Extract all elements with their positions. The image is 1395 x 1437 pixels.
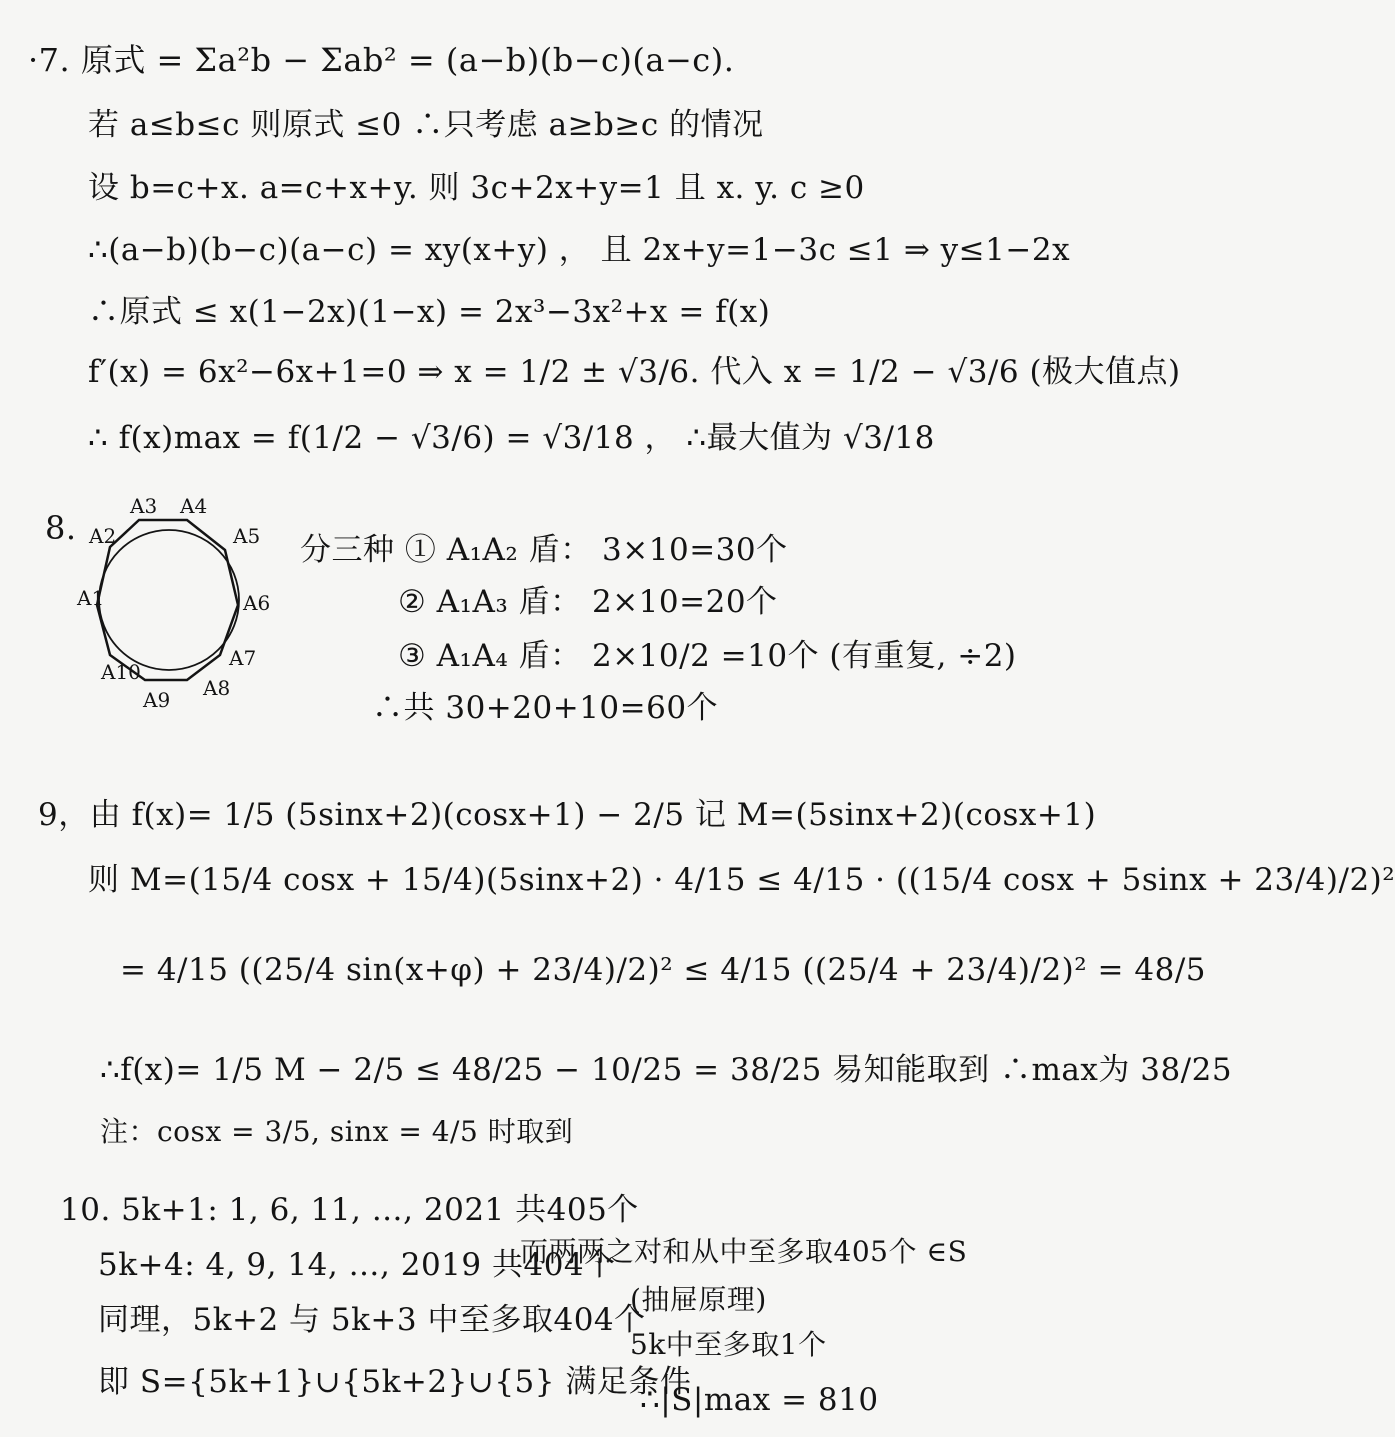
p10-side-4: ∴|S|max = 810 bbox=[640, 1382, 879, 1418]
p7-line-2: 若 a≤b≤c 则原式 ≤0 ∴只考虑 a≥b≥c 的情况 bbox=[88, 107, 764, 143]
p7-line-6: f′(x) = 6x²−6x+1=0 ⇒ x = 1/2 ± √3/6. 代入 x = 1/2 − √3/6 (极大值点) bbox=[88, 354, 1181, 390]
p7-line-5: ∴原式 ≤ x(1−2x)(1−x) = 2x³−3x²+x = f(x) bbox=[88, 294, 771, 330]
inner-circle bbox=[99, 530, 239, 670]
p10-line-1: 10. 5k+1: 1, 6, 11, …, 2021 共405个 bbox=[60, 1192, 639, 1228]
p9-line-2: 则 M=(15/4 cosx + 15/4)(5sinx+2) · 4/15 ≤ 4/15 · ((15/4 cosx + 5sinx + 23/4)/2)² bbox=[88, 862, 1395, 898]
label-a10: A10 bbox=[101, 660, 141, 684]
label-a2: A2 bbox=[89, 524, 117, 548]
p8-number: 8. bbox=[45, 509, 77, 547]
p8-total: ∴共 30+20+10=60个 bbox=[372, 690, 719, 726]
decagon-outline bbox=[97, 520, 238, 680]
p10-side-2: (抽屉原理) bbox=[630, 1283, 767, 1316]
label-a3: A3 bbox=[130, 494, 158, 518]
p7-line-1: ·7. 原式 = Σa²b − Σab² = (a−b)(b−c)(a−c). bbox=[28, 41, 735, 79]
p10-side-1: 而两两之对和从中至多取405个 ∈S bbox=[520, 1235, 968, 1268]
label-a7: A7 bbox=[229, 646, 257, 670]
p9-line-4: ∴f(x)= 1/5 M − 2/5 ≤ 48/25 − 10/25 = 38/25 易知能取到 ∴max为 38/25 bbox=[100, 1052, 1233, 1088]
p10-line-2: 5k+4: 4, 9, 14, …, 2019 共404个 bbox=[98, 1247, 616, 1283]
p10-side-3: 5k中至多取1个 bbox=[630, 1328, 827, 1361]
p7-line-3: 设 b=c+x. a=c+x+y. 则 3c+2x+y=1 且 x. y. c ≥0 bbox=[88, 170, 865, 206]
p10-line-3: 同理，5k+2 与 5k+3 中至多取404个 bbox=[98, 1302, 646, 1338]
decagon-diagram bbox=[75, 495, 275, 715]
p9-line-3: = 4/15 ((25/4 sin(x+φ) + 23/4)/2)² ≤ 4/15 ((25/4 + 23/4)/2)² = 48/5 bbox=[120, 952, 1207, 988]
p10-line-4: 即 S={5k+1}∪{5k+2}∪{5} 满足条件 bbox=[98, 1364, 692, 1400]
label-a1: A1 bbox=[77, 586, 105, 610]
p9-note: 注：cosx = 3/5, sinx = 4/5 时取到 bbox=[100, 1115, 574, 1148]
p9-line-1: 9，由 f(x)= 1/5 (5sinx+2)(cosx+1) − 2/5 记 M=(5sinx+2)(cosx+1) bbox=[38, 797, 1097, 833]
label-a4: A4 bbox=[180, 494, 208, 518]
p7-line-4: ∴(a−b)(b−c)(a−c) = xy(x+y) ， 且 2x+y=1−3c ≤1 ⇒ y≤1−2x bbox=[88, 232, 1071, 268]
label-a6: A6 bbox=[243, 591, 271, 615]
label-a9: A9 bbox=[143, 688, 171, 712]
p8-case-1: 分三种 ① A₁A₂ 盾： 3×10=30个 bbox=[300, 532, 788, 568]
label-a5: A5 bbox=[233, 524, 261, 548]
p7-line-7: ∴ f(x)max = f(1/2 − √3/6) = √3/18 ， ∴最大值为 √3/18 bbox=[88, 420, 935, 456]
p8-case-2: ② A₁A₃ 盾： 2×10=20个 bbox=[398, 584, 778, 620]
p8-case-3: ③ A₁A₄ 盾： 2×10/2 =10个 (有重复, ÷2) bbox=[398, 638, 1017, 674]
label-a8: A8 bbox=[203, 676, 231, 700]
